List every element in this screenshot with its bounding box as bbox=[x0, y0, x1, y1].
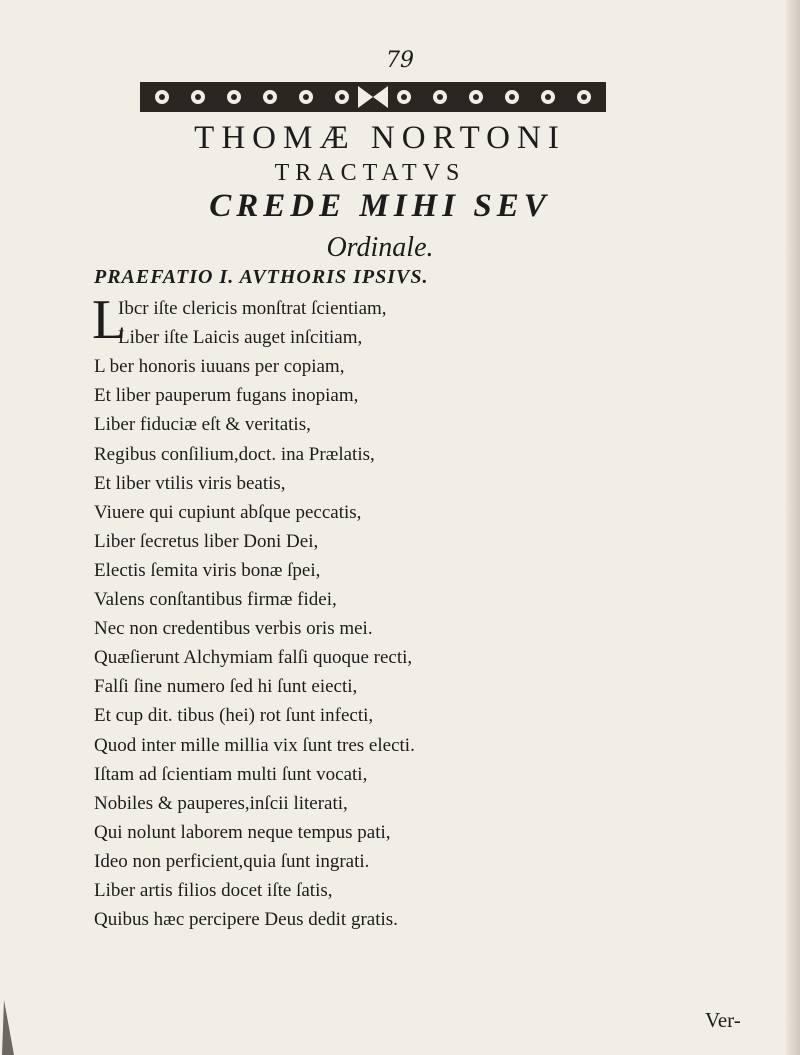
verse-line: Quod inter mille millia vix ſunt tres electi. bbox=[94, 735, 415, 756]
title-author: THOMÆ NORTONI bbox=[194, 120, 566, 156]
title-tractatus: TRACTATVS bbox=[274, 160, 466, 186]
verse-line: Liber ſecretus liber Doni Dei, bbox=[94, 531, 319, 552]
verse-line: Quæſierunt Alchymiam falſi quoque recti, bbox=[94, 647, 413, 668]
verse-line: Viuere qui cupiunt abſque peccatis, bbox=[94, 502, 362, 523]
verse-line: Liber fiduciæ eſt & veritatis, bbox=[94, 414, 311, 435]
preface-heading: PRAEFATIO I. AVTHORIS IPSIVS. bbox=[94, 266, 429, 288]
page-edge bbox=[786, 0, 800, 1055]
verse-line: Et liber pauperum fugans inopiam, bbox=[94, 385, 359, 406]
catchword: Ver- bbox=[705, 1008, 741, 1032]
verse-line: Valens conſtantibus firmæ fidei, bbox=[94, 589, 337, 610]
verse-line: Liber artis filios docet iſte ſatis, bbox=[94, 880, 333, 901]
verse-line: Ideo non perficient,quia ſunt ingrati. bbox=[94, 851, 370, 872]
corner-ink-mark bbox=[0, 1000, 40, 1055]
page-number: 79 bbox=[386, 48, 414, 73]
verse-line: Liber iſte Laicis auget inſcitiam, bbox=[118, 327, 363, 348]
verse-line: Nobiles & pauperes,inſcii literati, bbox=[94, 793, 348, 814]
verse-line: Ibcr iſte clericis monſtrat ſcientiam, bbox=[118, 298, 387, 319]
verse-line: Falſi ſine numero ſed hi ſunt eiecti, bbox=[94, 676, 358, 697]
verse-line: Regibus conſilium,doct. ina Prælatis, bbox=[94, 444, 375, 465]
verse-line: Iſtam ad ſcientiam multi ſunt vocati, bbox=[94, 764, 368, 785]
verse-line: Quibus hæc percipere Deus dedit gratis. bbox=[94, 909, 398, 930]
headpiece-ornament bbox=[140, 80, 606, 114]
verse-line: Nec non credentibus verbis oris mei. bbox=[94, 618, 373, 639]
verse-line: Et liber vtilis viris beatis, bbox=[94, 473, 286, 494]
title-ordinale: Ordinale. bbox=[326, 232, 434, 263]
verse-line: Qui nolunt laborem neque tempus pati, bbox=[94, 822, 391, 843]
verse-line: Electis ſemita viris bonæ ſpei, bbox=[94, 560, 321, 581]
title-crede-mihi: CREDE MIHI SEV bbox=[209, 188, 551, 224]
verse-line: Et cup dit. tibus (hei) rot ſunt infecti, bbox=[94, 705, 374, 726]
drop-cap: L bbox=[92, 289, 127, 351]
verse-line: L ber honoris iuuans per copiam, bbox=[94, 356, 345, 377]
